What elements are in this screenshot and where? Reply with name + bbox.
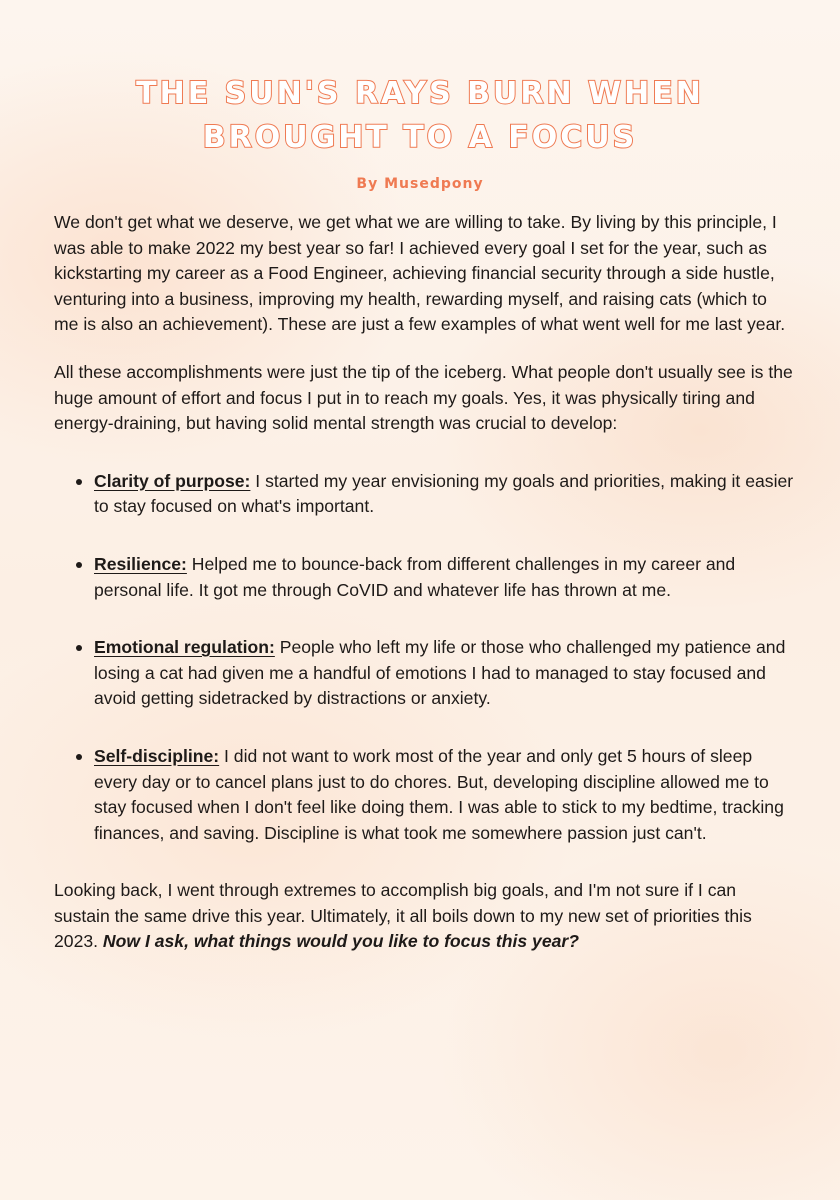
closing-question: Now I ask, what things would you like to focus this year? (102, 931, 580, 952)
bullet-term: Self-discipline: (94, 745, 220, 766)
bullet-text: Helped me to bounce-back from different challenges in my career and personal life. It got me through CoVID and whatever life has thrown at me. (94, 553, 736, 600)
second-paragraph: All these accomplishments were just the tip of the iceberg. What people don't usually see is the huge amount of effort and focus I put in to reach my goals. Yes, it was physically tiring and energy-draining, but having solid mental strength was crucial to develop: (54, 361, 793, 434)
intro-paragraph: We don't get what we deserve, we get what we are willing to take. By living by this principle, I was able to make 2022 my best year so far! I achieved every goal I set for the year, such as kickstarting my career as a Food Engineer, achieving financial security through a side hustle, venturing into a business, improving my health, rewarding myself, and raising cats (which to me is also an achievement). These are just a few examples of what went well for me last year. (54, 212, 786, 335)
title-line-2: BROUGHT TO A FOCUS (202, 120, 638, 155)
bullet-text: I did not want to work most of the year and only get 5 hours of sleep every day or to cancel plans just to do chores. But, developing discipline allowed me to stay focused when I don't feel like doing them. I was able to stick to my bedtime, tracking finances, and saving. Discipline is what took me somewhere passion just can't. (94, 745, 784, 843)
mental-strength-list (54, 469, 796, 847)
author-byline: By Musedpony (356, 176, 484, 192)
list-item (94, 744, 796, 846)
bullet-text: People who left my life or those who challenged my patience and losing a cat had given me a handful of emotions I had to managed to stay focused and avoid getting sidetracked by distractions or anxiety. (94, 637, 786, 709)
article-body (54, 210, 796, 955)
page-title (0, 72, 840, 160)
list-item (94, 635, 796, 712)
bullet-term: Resilience: (94, 553, 187, 574)
bullet-term: Clarity of purpose: (94, 470, 251, 491)
bullet-term: Emotional regulation: (94, 637, 275, 658)
title-line-1: THE SUN'S RAYS BURN WHEN (136, 76, 704, 111)
bullet-icon (76, 562, 82, 568)
list-item (94, 469, 796, 520)
bullet-text: I started my year envisioning my goals and priorities, making it easier to stay focused on what's important. (94, 470, 794, 517)
closing-paragraph (54, 878, 796, 955)
bullet-icon (76, 645, 82, 651)
list-item (94, 552, 796, 603)
bullet-icon (76, 479, 82, 485)
closing-text: Looking back, I went through extremes to accomplish big goals, and I'm not sure if I can sustain the same drive this year. Ultimately, it all boils down to my new set of priorities this 2023. (54, 880, 752, 952)
bullet-icon (76, 754, 82, 760)
